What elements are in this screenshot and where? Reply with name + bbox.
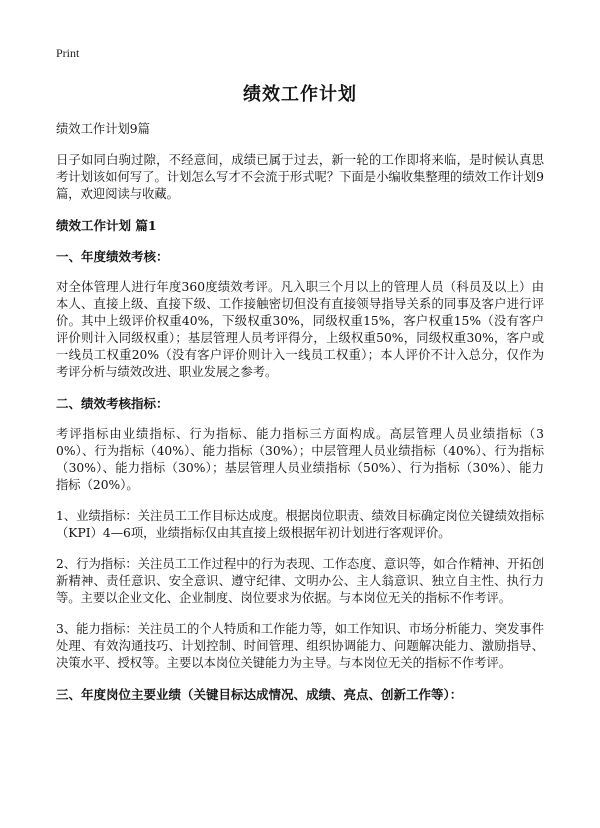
paragraph-performance-indicator: 1、业绩指标：关注员工工作目标达成度。根据岗位职责、绩效目标确定岗位关键绩效指标（KPI）4—6项，业绩指标仅由其直接上级根据年初计划进行客观评价。 (56, 509, 544, 540)
print-link[interactable]: Print (56, 46, 80, 60)
document-title: 绩效工作计划 (243, 84, 357, 105)
heading-annual-achievements: 三、年度岗位主要业绩（关键目标达成情况、成绩、亮点、创新工作等）： (56, 687, 463, 702)
paragraph-behavior-indicator: 2、行为指标：关注员工工作过程中的行为表现、工作态度、意识等，如合作精神、开拓创新精神、责任意识、安全意识、遵守纪律、文明办公、主人翁意识、独立自主性、执行力等。主要以企业文化、企业制度、岗位要求为依据。与本岗位无关的指标不作考评。 (56, 557, 544, 605)
paragraph-indicators: 考评指标由业绩指标、行为指标、能力指标三方面构成。高层管理人员业绩指标（30%）、行为指标（40%）、能力指标（30%）；中层管理人员业绩指标（40%）、行为指标（30%）、能力指标（30%）；基层管理人员业绩指标（50%）、行为指标（30%）、能力指标（20%）。 (56, 427, 544, 492)
document-subtitle: 绩效工作计划9篇 (56, 122, 150, 136)
intro-paragraph: 日子如同白驹过隙，不经意间，成绩已属于过去，新一轮的工作即将来临，是时候认真思考计划该如何写了。计划怎么写才不会流于形式呢？下面是小编收集整理的绩效工作计划9篇，欢迎阅读与收藏。 (56, 153, 544, 201)
paragraph-annual-assessment: 对全体管理人进行年度360度绩效考评。凡入职三个月以上的管理人员（科员及以上）由本人、直接上级、直接下级、工作接触密切但没有直接领导指导关系的同事及客户进行评价。其中上级评价权重40%，下级权重30%，同级权重15%，客户权重15%（没有客户评价则计入同级权重）；基层管理人员考评得分，上级权重50%，同级权重30%，客户或一线员工权重20%（没有客户评价则计入一线员工权重）；本人评价不计入总分，仅作为考评分析与绩效改进、职业发展之参考。 (56, 280, 544, 379)
heading-assessment-indicators: 二、绩效考核指标： (56, 396, 169, 411)
paragraph-ability-indicator: 3、能力指标：关注员工的个人特质和工作能力等，如工作知识、市场分析能力、突发事件处理、有效沟通技巧、计划控制、时间管理、组织协调能力、问题解决能力、激励指导、决策水平、授权等。主要以本岗位关键能力为主导。与本岗位无关的指标不作考评。 (56, 622, 544, 670)
heading-annual-assessment: 一、年度绩效考核： (56, 249, 169, 264)
section-heading: 绩效工作计划 篇1 (56, 218, 157, 233)
document-body (56, 121, 544, 717)
